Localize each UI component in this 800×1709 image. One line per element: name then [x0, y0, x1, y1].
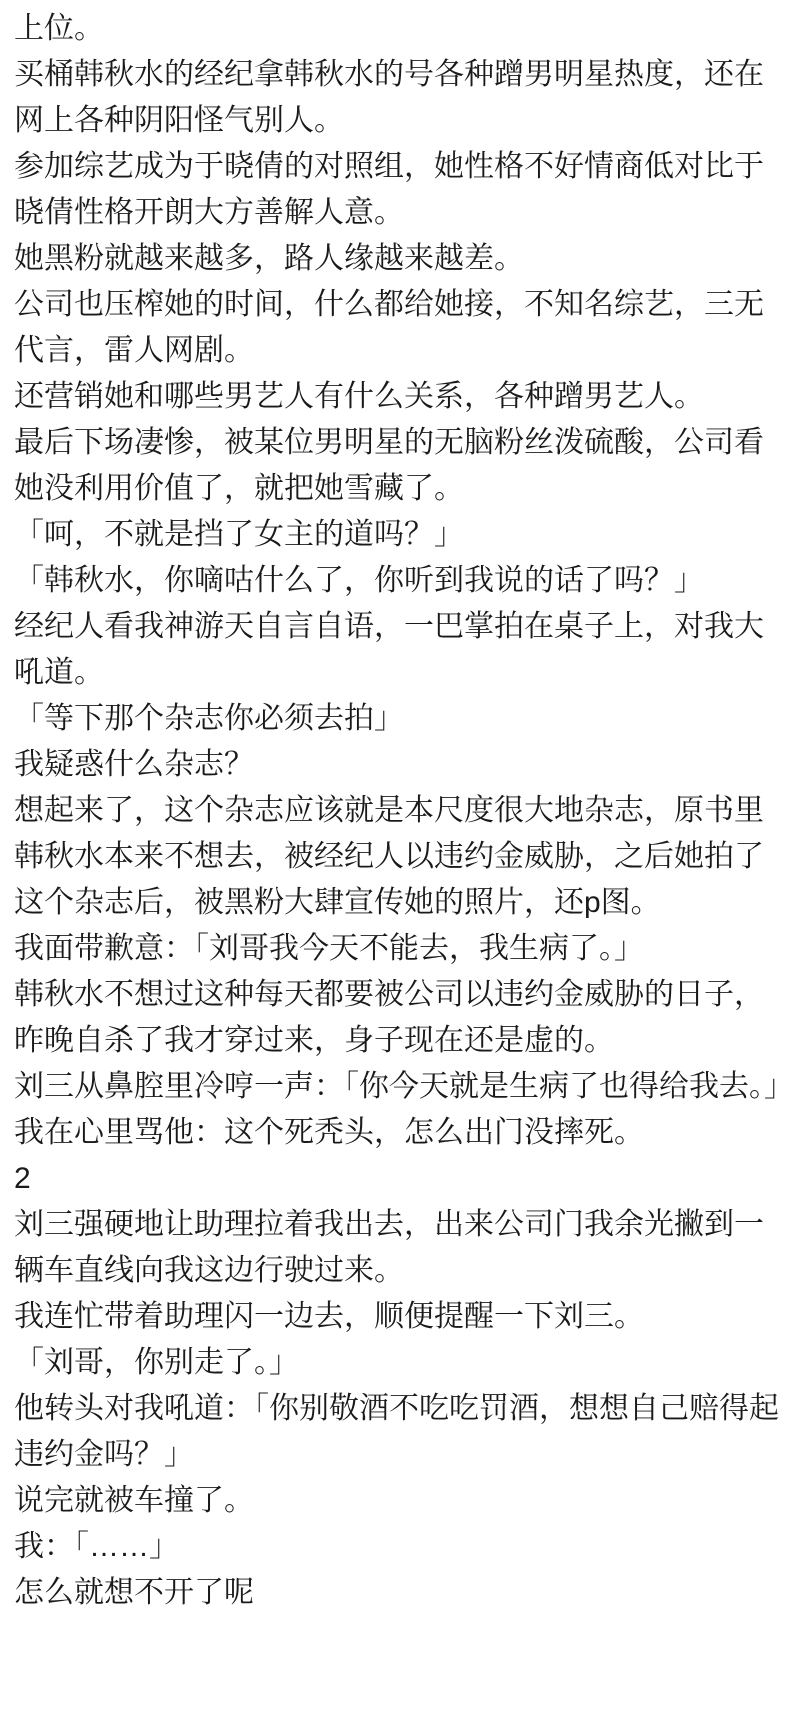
paragraph: 「韩秋水，你嘀咕什么了，你听到我说的话了吗？」 [14, 564, 704, 597]
paragraph: 刘三强硬地让助理拉着我出去，出来公司门我余光撇到一辆车直线向我这边行驶过来。 [14, 1208, 764, 1287]
paragraph: 刘三从鼻腔里冷哼一声：「你今天就是生病了也得给我去。」 [14, 1070, 794, 1103]
paragraph: 公司也压榨她的时间，什么都给她接，不知名综艺，三无代言，雷人网剧。 [14, 288, 764, 367]
paragraph: 我疑惑什么杂志？ [14, 748, 254, 781]
paragraph: 他转头对我吼道：「你别敬酒不吃吃罚酒，想想自己赔得起违约金吗？」 [14, 1392, 779, 1471]
paragraph: 「等下那个杂志你必须去拍」 [14, 702, 404, 735]
paragraph: 韩秋水不想过这种每天都要被公司以违约金威胁的日子，昨晚自杀了我才穿过来，身子现在还是虚的。 [14, 978, 764, 1057]
paragraph: 说完就被车撞了。 [14, 1484, 254, 1517]
paragraph: 她黑粉就越来越多，路人缘越来越差。 [14, 242, 524, 275]
paragraph: 「刘哥，你别走了。」 [14, 1346, 299, 1379]
paragraph: 「呵，不就是挡了女主的道吗？」 [14, 518, 464, 551]
paragraph: 最后下场凄惨，被某位男明星的无脑粉丝泼硫酸，公司看她没利用价值了，就把她雪藏了。 [14, 426, 764, 505]
paragraph: 还营销她和哪些男艺人有什么关系，各种蹭男艺人。 [14, 380, 704, 413]
paragraph: 经纪人看我神游天自言自语，一巴掌拍在桌子上，对我大吼道。 [14, 610, 764, 689]
paragraph: 我：「……」 [14, 1530, 179, 1563]
paragraph: 上位。 [14, 12, 104, 45]
paragraph: 我面带歉意：「刘哥我今天不能去，我生病了。」 [14, 932, 644, 965]
paragraph: 2 [14, 1162, 31, 1195]
paragraph: 想起来了，这个杂志应该就是本尺度很大地杂志，原书里韩秋水本来不想去，被经纪人以违约金威胁，之后她拍了这个杂志后，被黑粉大肆宣传她的照片，还p图。 [14, 794, 764, 919]
paragraph: 买桶韩秋水的经纪拿韩秋水的号各种蹭男明星热度，还在网上各种阴阳怪气别人。 [14, 58, 764, 137]
paragraph: 我连忙带着助理闪一边去，顺便提醒一下刘三。 [14, 1300, 644, 1333]
paragraph: 我在心里骂他：这个死秃头，怎么出门没摔死。 [14, 1116, 644, 1149]
paragraph: 参加综艺成为于晓倩的对照组，她性格不好情商低对比于晓倩性格开朗大方善解人意。 [14, 150, 764, 229]
paragraph: 怎么就想不开了呢 [14, 1576, 254, 1609]
novel-text-body [14, 6, 794, 1616]
